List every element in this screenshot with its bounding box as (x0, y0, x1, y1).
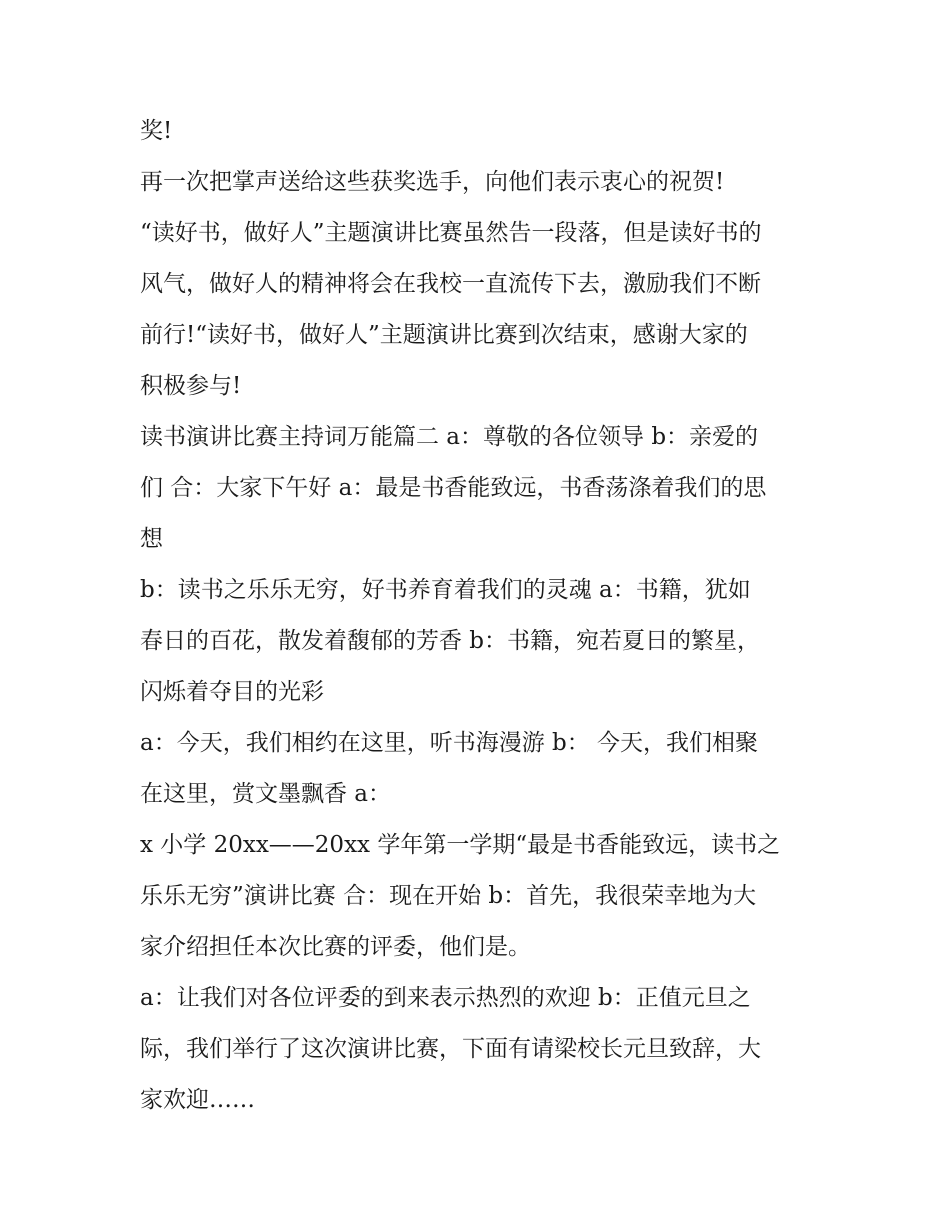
text-line: 乐乐无穷”演讲比赛 合：现在开始 b：首先，我很荣幸地为大 (140, 883, 757, 909)
text-line: 积极参与! (140, 373, 242, 399)
text-line: 风气，做好人的精神将会在我校一直流传下去，激励我们不断 (140, 271, 761, 297)
text-line: 在这里，赏文墨飘香 a： (140, 781, 392, 807)
text-line: 再一次把掌声送给这些获奖选手，向他们表示衷心的祝贺! (140, 169, 725, 195)
text-line: a：今天，我们相约在这里，听书海漫游 b： 今天，我们相聚 (140, 730, 759, 756)
text-line: “读好书，做好人”主题演讲比赛虽然告一段落，但是读好书的 (140, 220, 762, 246)
text-line: 家欢迎…… (140, 1087, 255, 1113)
text-line: 春日的百花，散发着馥郁的芳香 b：书籍，宛若夏日的繁星， (140, 628, 761, 654)
text-line: 想 (140, 526, 163, 552)
text-line: b：读书之乐乐无穷，好书养育着我们的灵魂 a：书籍，犹如 (140, 577, 751, 603)
text-line: 们 合：大家下午好 a：最是书香能致远，书香荡涤着我们的思 (140, 475, 767, 501)
document-body (140, 106, 820, 1126)
text-line: 家介绍担任本次比赛的评委，他们是。 (140, 934, 531, 960)
text-line: 读书演讲比赛主持词万能篇二 a：尊敬的各位领导 b：亲爱的 (140, 424, 759, 450)
text-line: 闪烁着夺目的光彩 (140, 679, 324, 705)
text-line: 前行!“读好书，做好人”主题演讲比赛到次结束，感谢大家的 (140, 322, 748, 348)
text-line: x 小学 20xx——20xx 学年第一学期“最是书香能致远，读书之 (140, 832, 781, 858)
text-line: 际，我们举行了这次演讲比赛，下面有请梁校长元旦致辞，大 (140, 1036, 761, 1062)
text-line: 奖! (140, 118, 173, 144)
text-line: a：让我们对各位评委的到来表示热烈的欢迎 b：正值元旦之 (140, 985, 751, 1011)
